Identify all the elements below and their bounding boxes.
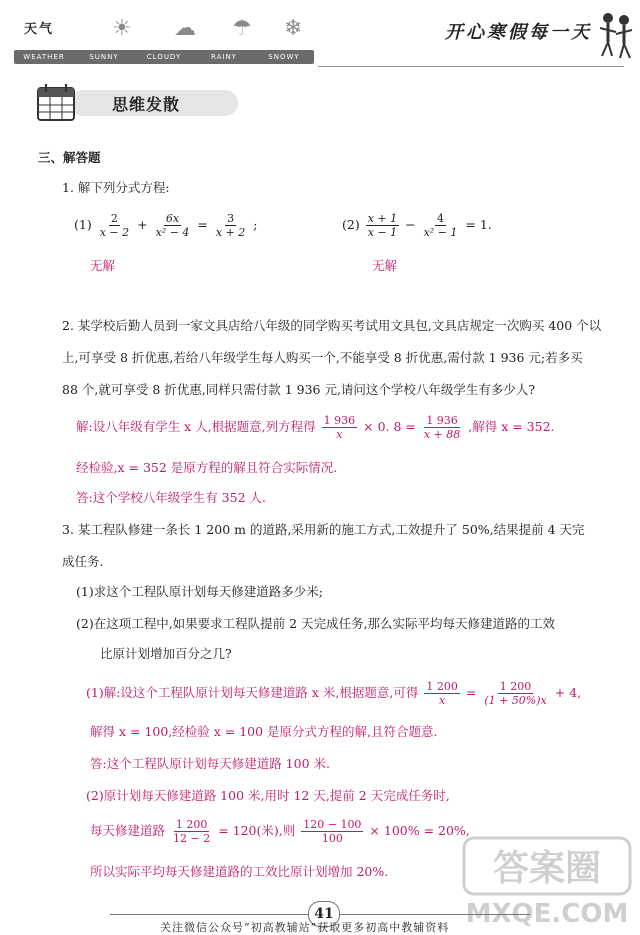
weather-label: WEATHER — [23, 53, 65, 61]
page-number: 41 — [308, 901, 340, 927]
weather-label: SNOWY — [268, 53, 300, 61]
q1-answer-2: 无解 — [372, 258, 398, 273]
rainy-icon: ☂ — [232, 16, 252, 41]
q3-sub-2a: (2)在这项工程中,如果要求工程队提前 2 天完成任务,那么实际平均每天修建道路的工效 — [76, 616, 556, 631]
q3-answer-1: 答:这个工程队原计划每天修建道路 100 米. — [90, 756, 330, 771]
q1-stem: 1. 解下列分式方程: — [62, 180, 170, 195]
q3-sub-1: (1)求这个工程队原计划每天修建道路多少米; — [76, 584, 323, 599]
q1-equation-1: (1) $\frac{2}{x - 2}$ + $\frac{6x}{\text{x² − 4}}$ = $\frac{3}{x + 2}$ ; — [74, 212, 258, 239]
q3-solution-2-line-1: (2)原计划每天修建道路 100 米,用时 12 天,提前 2 天完成任务时, — [86, 788, 450, 803]
q3-sub-2b: 比原计划增加百分之几? — [100, 646, 232, 661]
calendar-icon — [30, 80, 82, 126]
weather-label: CLOUDY — [146, 53, 182, 61]
q1-answer-1: 无解 — [90, 258, 116, 273]
q3-solution-2-line-2: 每天修建道路 $\frac{1 200}{12 - 2}$ = 120(米),则 $\frac{120 - 100}{100}$ × 100% = 20%, — [90, 818, 470, 845]
q3-solution-1: (1)解:设这个工程队原计划每天修建道路 x 米,根据题意,可得 $\frac{1 200}{x}$ = $\frac{1 200}{(1 + 50\%)x}$ + 4, — [86, 680, 582, 707]
q2-line-1: 2. 某学校后勤人员到一家文具店给八年级的同学购买考试用文具包,文具店规定一次购买 400 个以 — [62, 318, 602, 333]
header-divider — [318, 66, 624, 67]
footer-text: 关注微信公众号“初高教辅站”获取更多初高中教辅资料 — [160, 921, 450, 934]
q2-line-3: 88 个,就可享受 8 折优惠,同样只需付款 1 936 元,请问这个学校八年级学生有多少人? — [62, 382, 536, 397]
q3-solution-2-conclusion: 所以实际平均每天修建道路的工效比原计划增加 20%. — [90, 864, 389, 879]
svg-text:MXQE.COM: MXQE.COM — [465, 899, 629, 928]
q2-line-2: 上,可享受 8 折优惠,若给八年级学生每人购买一个,不能享受 8 折优惠,需付款 1 936 元;若多买 — [62, 350, 583, 365]
q2-check: 经检验,x = 352 是原方程的解且符合实际情况. — [76, 460, 338, 475]
header-motto: 开心寒假每一天 — [445, 22, 592, 43]
part-title: 三、解答题 — [38, 150, 101, 165]
weather-label-bar — [14, 50, 314, 64]
section-title: 思维发散 — [112, 95, 181, 114]
q2-answer: 答:这个学校八年级学生有 352 人. — [76, 490, 266, 505]
weather-title: 天气 — [24, 22, 55, 37]
svg-text:答案圈: 答案圈 — [492, 848, 602, 889]
q3-line-2: 成任务. — [62, 554, 104, 569]
q3-solution-1-line-2: 解得 x = 100,经检验 x = 100 是原分式方程的解,且符合题意. — [90, 724, 438, 739]
q3-line-1: 3. 某工程队修建一条长 1 200 m 的道路,采用新的施工方式,工效提升了 50%,结果提前 4 天完 — [62, 522, 585, 537]
snowy-icon: ❄ — [284, 16, 303, 41]
cloudy-icon: ☁ — [174, 16, 196, 41]
sunny-icon: ☀ — [112, 16, 132, 41]
q2-solution: 解:设八年级有学生 x 人,根据题意,列方程得 $\frac{1 936}{x}$ × 0. 8 = $\frac{1 936}{x + 88}$ ,解得 x = 352. — [76, 414, 555, 441]
kids-icon — [598, 10, 634, 60]
weather-label: SUNNY — [89, 53, 119, 61]
weather-label: RAINY — [211, 53, 237, 61]
q1-equation-2: (2) $\frac{x + 1}{x - 1}$ − $\frac{4}{\text{x² − 1}}$ = 1. — [342, 212, 492, 239]
section-banner — [30, 80, 240, 126]
weather-strip — [14, 14, 314, 66]
